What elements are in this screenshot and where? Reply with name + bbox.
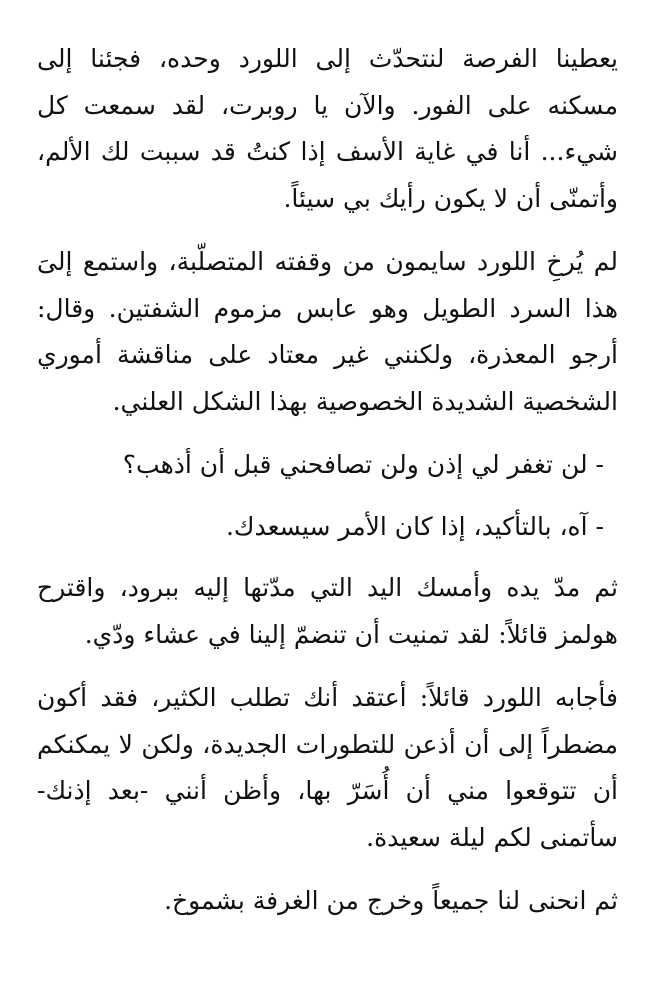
paragraph-1: يعطينا الفرصة لنتحدّث إلى اللورد وحده، فجئنا إلى مسكنه على الفور. والآن يا روبرت، لقد سمعت كل شيء... أنا في غاية الأسف إذا كنتُ قد سببت لك الألم، وأتمنّى أن لا يكون رأيك بي سيئاً. — [37, 44, 618, 213]
dialogue-line-2: - آه، بالتأكيد، إذا كان الأمر سيسعدك. — [225, 511, 604, 541]
paragraph-4: فأجابه اللورد قائلاً: أعتقد أنك تطلب الكثير، فقد أكون مضطراً إلى أن أذعن للتطورات الجديدة، ولكن لا يمكنكم أن تتوقعوا مني أن أُسَرّ بها، وأظن أنني -بعد إذنك- سأتمنى لكم ليلة سعيدة. — [37, 683, 618, 852]
paragraph-2: لم يُرخِ اللورد سايمون من وقفته المتصلّبة، واستمع إلىَ هذا السرد الطويل وهو عابس مزموم الشفتين. وقال: أرجو المعذرة، ولكنني غير معتاد على مناقشة أموري الشخصية الشديدة الخصوصية بهذا الشكل العلني. — [37, 247, 618, 416]
paragraph-3: ثم مدّ يده وأمسك اليد التي مدّتها إليه ببرود، واقترح هولمز قائلاً: لقد تمنيت أن تنضمّ إلينا في عشاء ودّي. — [37, 573, 618, 649]
dialogue-line-1: - لن تغفر لي إذن ولن تصافحني قبل أن أذهب؟ — [122, 450, 604, 479]
paragraph-5: ثم انحنى لنا جميعاً وخرج من الغرفة بشموخ. — [164, 886, 618, 915]
